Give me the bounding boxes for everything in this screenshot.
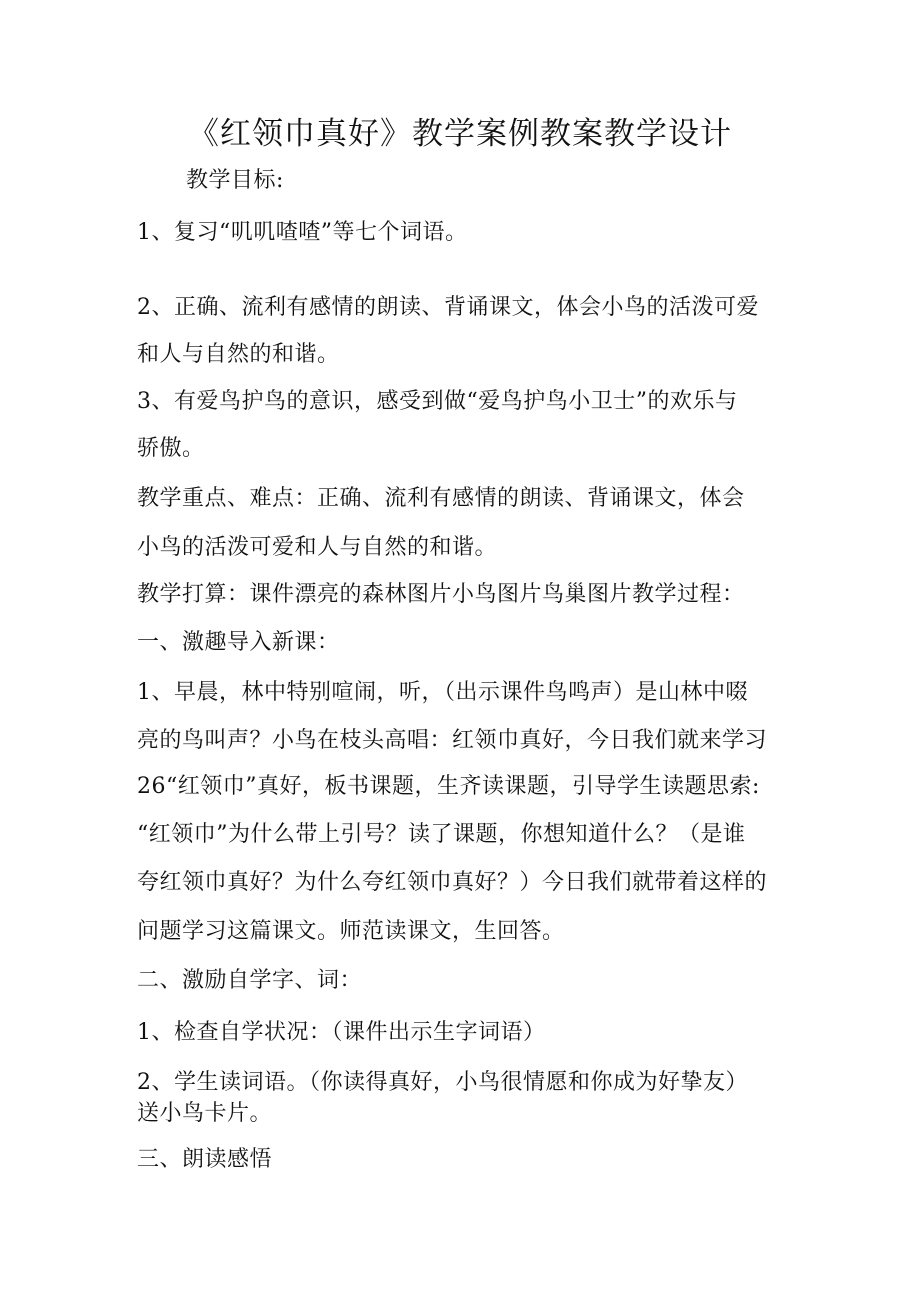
text-line: 夸红领巾真好？为什么夸红领巾真好？）今日我们就带着这样的 [137,870,768,895]
document-title: 《红领巾真好》教学案例教案教学设计 [188,116,732,152]
text-line: 1、检查自学状况：（课件出示生字词语） [137,1020,546,1045]
section-heading: 一、激趣导入新课： [137,630,340,655]
text-line: 1、早晨，林中特别喧闹，听，（出示课件鸟鸣声）是山林中啜 [137,680,748,705]
section-heading: 二、激励自学字、词： [137,968,363,993]
text-line: 亮的鸟叫声？小鸟在枝头高唱：红领巾真好，今日我们就来学习 [137,728,768,753]
section-heading: 三、朗读感悟 [137,1147,273,1172]
text-line: 26“红领巾”真好，板书课题，生齐读课题，引导学生读题思索: [137,774,760,799]
text-line: 小鸟的活泼可爱和人与自然的和谐。 [137,535,498,560]
text-line: 问题学习这篇课文。师范读课文，生回答。 [137,919,565,944]
text-line: 送小鸟卡片。 [137,1101,273,1126]
text-line: 3、有爱鸟护鸟的意识，感受到做“爱鸟护鸟小卫士”的欢乐与 [137,389,738,414]
text-line: 2、学生读词语。（你读得真好，小鸟很情愿和你成为好挚友） [137,1070,748,1095]
section-heading-objectives: 教学目标: [186,168,284,193]
text-line: 和人与自然的和谐。 [137,342,340,367]
text-line: 骄傲。 [137,436,205,461]
text-line: 2、正确、流利有感情的朗读、背诵课文，体会小鸟的活泼可爱 [137,295,759,320]
text-line: “红领巾”为什么带上引号？读了课题，你想知道什么？（是谁 [137,822,746,847]
text-line: 教学打算：课件漂亮的森林图片小鸟图片鸟巢图片教学过程： [137,582,745,607]
text-line: 1、复习“叽叽喳喳”等七个词语。 [137,220,468,245]
text-line: 教学重点、难点：正确、流利有感情的朗读、背诵课文，体会 [137,486,745,511]
